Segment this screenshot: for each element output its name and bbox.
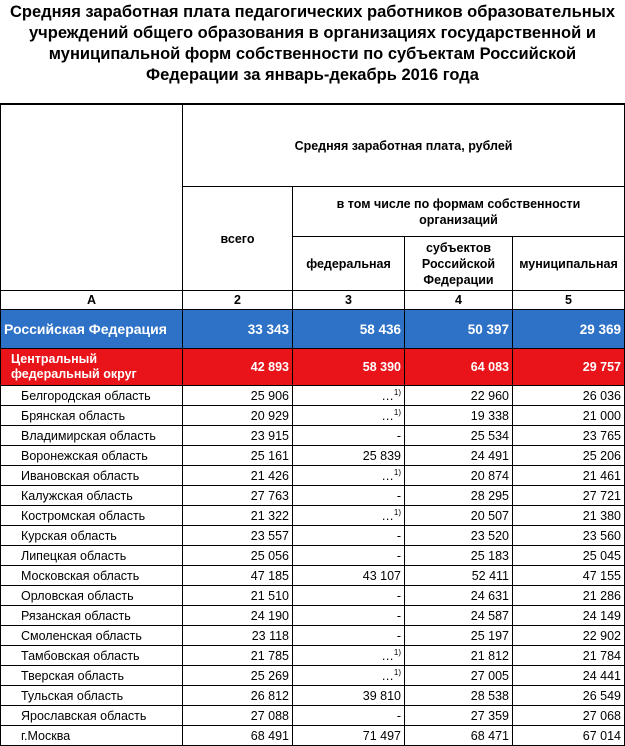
region-subjects: 23 520 [405, 526, 513, 546]
header-total: всего [183, 187, 293, 291]
region-federal: - [293, 606, 405, 626]
footnote-marker: 1) [393, 467, 401, 477]
region-total: 25 161 [183, 446, 293, 466]
region-municipal: 22 902 [513, 626, 625, 646]
table-row [1, 586, 625, 606]
region-total: 27 088 [183, 706, 293, 726]
region-municipal: 24 441 [513, 666, 625, 686]
region-name: Тульская область [1, 686, 183, 706]
header-subjects: субъектов Российской Федерации [405, 237, 513, 291]
region-subjects: 25 183 [405, 546, 513, 566]
region-total: 47 185 [183, 566, 293, 586]
rf-federal: 58 436 [293, 310, 405, 349]
region-municipal: 21 461 [513, 466, 625, 486]
region-municipal: 25 045 [513, 546, 625, 566]
region-subjects: 25 197 [405, 626, 513, 646]
region-federal: 39 810 [293, 686, 405, 706]
footnote-marker: 1) [393, 387, 401, 397]
region-name: Орловская область [1, 586, 183, 606]
region-federal-value: … [381, 649, 394, 664]
column-numbers-row [1, 291, 625, 310]
region-subjects: 52 411 [405, 566, 513, 586]
region-name: Липецкая область [1, 546, 183, 566]
col-2-label: 2 [183, 291, 293, 310]
header-incl: в том числе по формам собственности организаций [293, 187, 625, 237]
col-4-label: 4 [405, 291, 513, 310]
region-total: 25 056 [183, 546, 293, 566]
cfo-subjects: 64 083 [405, 349, 513, 386]
region-name: Белгородская область [1, 386, 183, 406]
region-subjects: 68 471 [405, 726, 513, 746]
col-5-label: 5 [513, 291, 625, 310]
salary-table [0, 104, 625, 746]
region-federal: - [293, 546, 405, 566]
region-subjects: 24 631 [405, 586, 513, 606]
region-name: Курская область [1, 526, 183, 546]
footnote-marker: 1) [393, 647, 401, 657]
region-subjects: 20 507 [405, 506, 513, 526]
region-federal [293, 666, 405, 686]
region-name: Брянская область [1, 406, 183, 426]
region-federal: - [293, 586, 405, 606]
region-total: 23 557 [183, 526, 293, 546]
region-total: 21 510 [183, 586, 293, 606]
table-row [1, 526, 625, 546]
col-3-label: 3 [293, 291, 405, 310]
cfo-federal: 58 390 [293, 349, 405, 386]
region-total: 27 763 [183, 486, 293, 506]
region-name: Московская область [1, 566, 183, 586]
region-municipal: 24 149 [513, 606, 625, 626]
cfo-municipal: 29 757 [513, 349, 625, 386]
region-municipal: 67 014 [513, 726, 625, 746]
region-subjects: 21 812 [405, 646, 513, 666]
region-name: Ярославская область [1, 706, 183, 726]
region-total: 25 269 [183, 666, 293, 686]
table-row [1, 646, 625, 666]
region-municipal: 21 286 [513, 586, 625, 606]
header-federal: федеральная [293, 237, 405, 291]
rf-row [1, 310, 625, 349]
region-federal: - [293, 626, 405, 646]
region-federal [293, 386, 405, 406]
region-federal-value: … [381, 469, 394, 484]
region-name: Рязанская область [1, 606, 183, 626]
region-federal-value: … [381, 409, 394, 424]
region-federal [293, 466, 405, 486]
table-row [1, 546, 625, 566]
cfo-row [1, 349, 625, 386]
region-total: 21 322 [183, 506, 293, 526]
region-municipal: 47 155 [513, 566, 625, 586]
region-federal [293, 646, 405, 666]
region-federal-value: … [381, 669, 394, 684]
region-municipal: 21 784 [513, 646, 625, 666]
table-row [1, 486, 625, 506]
table-row [1, 726, 625, 746]
table-row [1, 606, 625, 626]
corner-cell [1, 105, 183, 291]
region-federal-value: … [381, 389, 394, 404]
col-a-label: А [1, 291, 183, 310]
region-total: 25 906 [183, 386, 293, 406]
region-total: 24 190 [183, 606, 293, 626]
table-row [1, 626, 625, 646]
header-municipal: муниципальная [513, 237, 625, 291]
footnote-marker: 1) [393, 507, 401, 517]
region-name: Ивановская область [1, 466, 183, 486]
footnote-marker: 1) [393, 407, 401, 417]
cfo-total: 42 893 [183, 349, 293, 386]
table-row [1, 466, 625, 486]
region-total: 23 915 [183, 426, 293, 446]
region-federal: 71 497 [293, 726, 405, 746]
region-federal: - [293, 426, 405, 446]
table-row [1, 386, 625, 406]
region-name: Тамбовская область [1, 646, 183, 666]
table-row [1, 446, 625, 466]
table-row [1, 666, 625, 686]
region-federal: 43 107 [293, 566, 405, 586]
table-row [1, 566, 625, 586]
region-name: Тверская область [1, 666, 183, 686]
region-federal: - [293, 526, 405, 546]
region-municipal: 27 068 [513, 706, 625, 726]
region-municipal: 27 721 [513, 486, 625, 506]
rf-municipal: 29 369 [513, 310, 625, 349]
region-municipal: 23 560 [513, 526, 625, 546]
region-name: г.Москва [1, 726, 183, 746]
region-total: 68 491 [183, 726, 293, 746]
region-municipal: 21 380 [513, 506, 625, 526]
region-subjects: 27 359 [405, 706, 513, 726]
region-name: Костромская область [1, 506, 183, 526]
region-federal-value: … [381, 509, 394, 524]
table-row [1, 706, 625, 726]
table-row [1, 686, 625, 706]
page-title: Средняя заработная плата педагогических работников образовательных учреждений общего образования в организациях государственной и муниципальной форм собственности по субъектам Российской Федерации за январь-декабрь 2016 года [0, 0, 625, 104]
region-total: 21 785 [183, 646, 293, 666]
region-total: 21 426 [183, 466, 293, 486]
rf-subjects: 50 397 [405, 310, 513, 349]
table-row [1, 406, 625, 426]
region-total: 20 929 [183, 406, 293, 426]
footnote-marker: 1) [393, 667, 401, 677]
region-name: Воронежская область [1, 446, 183, 466]
header-main: Средняя заработная плата, рублей [183, 105, 625, 187]
region-federal [293, 506, 405, 526]
region-subjects: 28 538 [405, 686, 513, 706]
region-subjects: 24 491 [405, 446, 513, 466]
region-name: Владимирская область [1, 426, 183, 446]
region-federal [293, 406, 405, 426]
cfo-name: Центральный федеральный округ [1, 349, 183, 386]
region-municipal: 25 206 [513, 446, 625, 466]
table-row [1, 426, 625, 446]
region-total: 26 812 [183, 686, 293, 706]
table-row [1, 506, 625, 526]
region-federal: - [293, 706, 405, 726]
region-subjects: 24 587 [405, 606, 513, 626]
region-municipal: 26 036 [513, 386, 625, 406]
region-federal: 25 839 [293, 446, 405, 466]
region-subjects: 25 534 [405, 426, 513, 446]
region-total: 23 118 [183, 626, 293, 646]
region-subjects: 19 338 [405, 406, 513, 426]
region-municipal: 26 549 [513, 686, 625, 706]
region-municipal: 21 000 [513, 406, 625, 426]
region-federal: - [293, 486, 405, 506]
region-name: Смоленская область [1, 626, 183, 646]
region-subjects: 28 295 [405, 486, 513, 506]
region-subjects: 20 874 [405, 466, 513, 486]
region-subjects: 22 960 [405, 386, 513, 406]
region-subjects: 27 005 [405, 666, 513, 686]
rf-name: Российская Федерация [1, 310, 183, 349]
rf-total: 33 343 [183, 310, 293, 349]
region-name: Калужская область [1, 486, 183, 506]
region-municipal: 23 765 [513, 426, 625, 446]
